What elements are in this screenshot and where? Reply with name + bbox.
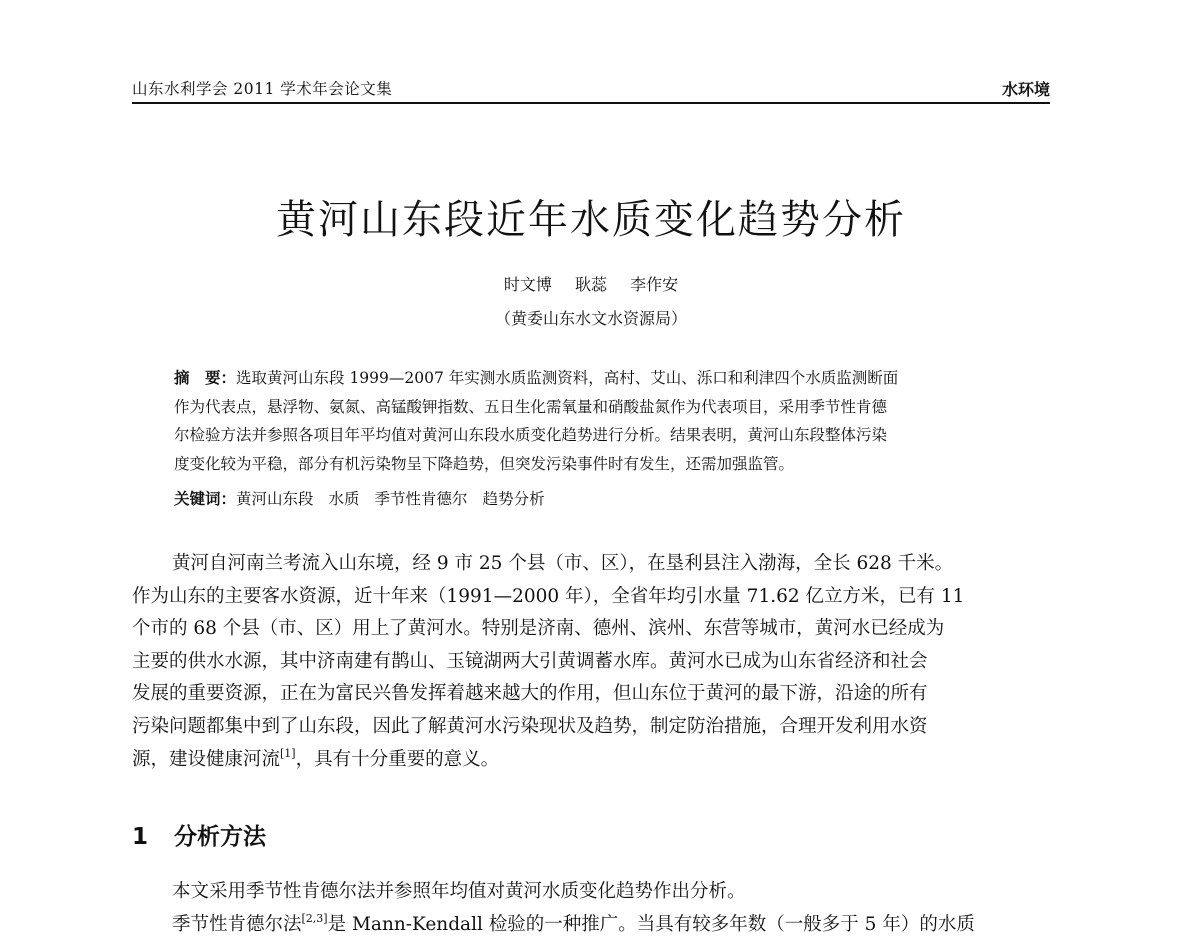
text-span: ，具有十分重要的意义。 — [295, 748, 500, 770]
journal-name: 山东水利学会 2011 学术年会论文集 — [132, 80, 393, 98]
citation-ref: [1] — [280, 746, 296, 760]
abstract — [174, 364, 1032, 478]
paragraph-line: 个市的 68 个县（市、区）用上了黄河水。特别是济南、德州、滨州、东营等城市，黄河水已经成为 — [132, 618, 945, 640]
method-paragraph — [132, 876, 1052, 941]
keywords-label: 关键词： — [174, 489, 237, 508]
keyword: 水质 — [328, 490, 360, 508]
section-number: 1 — [132, 824, 149, 850]
citation-ref: [2,3] — [301, 911, 328, 925]
keyword: 趋势分析 — [482, 490, 545, 508]
author-list — [132, 272, 1050, 295]
author: 耿蕊 — [574, 275, 607, 294]
paragraph-line: 本文采用季节性肯德尔法并参照年均值对黄河水质变化趋势作出分析。 — [172, 881, 746, 902]
text-span: 是 Mann-Kendall 检验的一种推广。当具有较多年数（一般多于 5 年）的水质 — [327, 913, 975, 935]
author: 李作安 — [630, 275, 679, 294]
affiliation: （黄委山东水文水资源局） — [494, 309, 687, 328]
abstract-line — [174, 364, 1032, 393]
paragraph-line: 主要的供水水源，其中济南建有鹊山、玉镜湖两大引黄调蓄水库。黄河水已成为山东省经济和社会 — [132, 650, 928, 672]
paragraph-line — [132, 909, 1052, 941]
text-span: 季节性肯德尔法 — [172, 913, 302, 935]
text-span: 源，建设健康河流 — [132, 748, 281, 770]
intro-paragraph — [132, 548, 1052, 776]
paragraph-line: 发展的重要资源，正在为富民兴鲁发挥着越来越大的作用，但山东位于黄河的最下游，沿途的所有 — [132, 683, 928, 705]
section-title: 分析方法 — [174, 824, 266, 850]
paragraph-line: 黄河自河南兰考流入山东境，经 9 市 25 个县（市、区），在垦利县注入渤海，全长 628 千米。 — [172, 553, 954, 574]
paper-title: 黄河山东段近年水质变化趋势分析 — [276, 197, 906, 243]
abstract-line: 尔检验方法并参照各项目年平均值对黄河山东段水质变化趋势进行分析。结果表明，黄河山东段整体污染 — [174, 426, 888, 444]
abstract-label: 摘 要： — [174, 368, 237, 387]
abstract-text: 选取黄河山东段 1999—2007 年实测水质监测资料，高村、艾山、泺口和利津四个水质监测断面 — [236, 369, 899, 387]
section-heading — [132, 818, 266, 851]
running-header — [132, 76, 1050, 104]
paragraph-line — [132, 744, 1052, 777]
abstract-line: 作为代表点，悬浮物、氨氮、高锰酸钾指数、五日生化需氧量和硝酸盐氮作为代表项目，采用季节性肯德 — [174, 397, 888, 416]
keywords — [174, 487, 560, 509]
keyword: 黄河山东段 — [236, 490, 314, 508]
keyword: 季节性肯德尔 — [374, 490, 468, 508]
abstract-line: 度变化较为平稳，部分有机污染物呈下降趋势，但突发污染事件时有发生，还需加强监管。 — [174, 454, 795, 473]
section-label: 水环境 — [1001, 80, 1050, 99]
paragraph-line: 污染问题都集中到了山东段，因此了解黄河水污染现状及趋势，制定防治措施，合理开发利用水资 — [132, 715, 928, 737]
paragraph-line: 作为山东的主要客水资源，近十年来（1991—2000 年），全省年均引水量 71.62 亿立方米，已有 11 — [132, 585, 965, 607]
author: 时文博 — [503, 275, 552, 294]
